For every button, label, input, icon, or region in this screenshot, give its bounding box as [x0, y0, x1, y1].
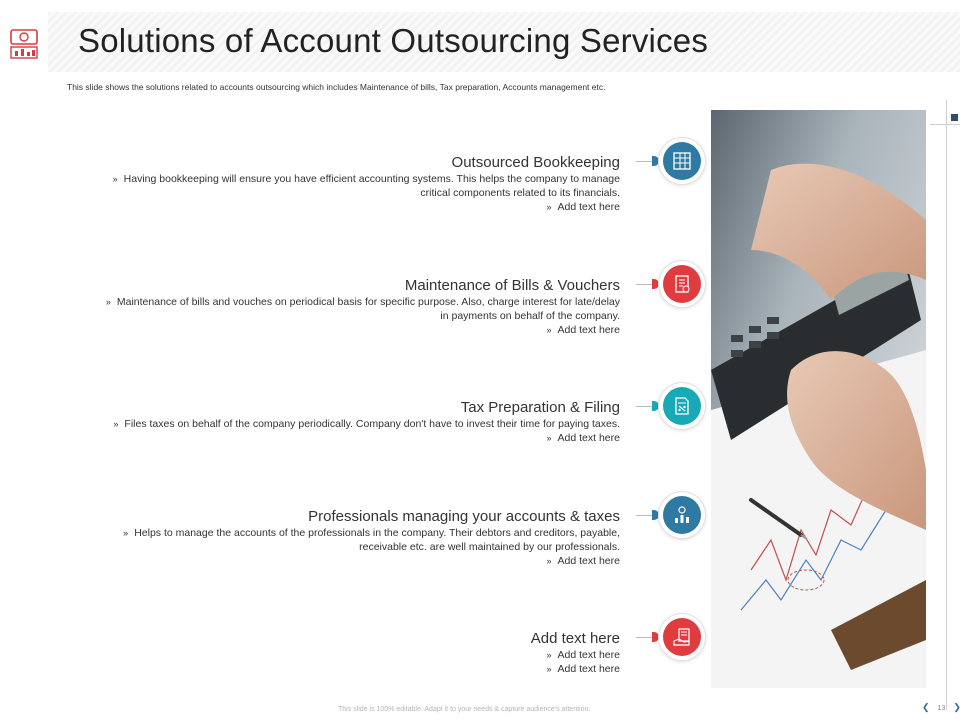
page-number: 13 — [937, 705, 946, 712]
pager — [918, 702, 965, 713]
corner-marker — [951, 114, 958, 121]
bill-icon-badge — [659, 261, 705, 307]
connector-dot — [652, 632, 659, 642]
prev-page-icon[interactable]: ❮ — [922, 702, 930, 712]
receipt-hand-icon-badge — [659, 614, 705, 660]
item-title: Outsourced Bookkeeping — [451, 154, 620, 171]
calculator-hand-photo — [711, 110, 926, 688]
ledger-icon — [672, 151, 692, 171]
connector-dot — [652, 279, 659, 289]
tax-document-icon — [672, 396, 692, 416]
accounting-chart-icon — [672, 505, 692, 525]
item-body: » Add text here » Add text here — [546, 649, 620, 675]
item-body: » Files taxes on behalf of the company periodically. Company don't have to invest their time for paying taxes. » Add text here — [113, 418, 620, 444]
item-title: Professionals managing your accounts & taxes — [308, 508, 620, 525]
page-subtitle: This slide shows the solutions related to accounts outsourcing which includes Maintenance of bills, Tax preparation, Accounts management etc. — [67, 82, 606, 92]
item-body: » Having bookkeeping will ensure you have efficient accounting systems. This helps the company to manage critical components related to its financials. » Add text here — [112, 173, 620, 213]
right-horizontal-line — [930, 124, 960, 125]
list-item — [113, 154, 620, 214]
accounting-logo-icon — [8, 28, 42, 60]
page-title: Solutions of Account Outsourcing Services — [78, 22, 709, 59]
footer-note: This slide is 100% editable. Adapt it to your needs & capture audience's attention. — [338, 706, 591, 713]
bill-icon — [672, 274, 692, 294]
right-edge-line — [946, 100, 947, 710]
list-item — [106, 277, 620, 337]
list-item — [113, 399, 620, 445]
connector-dot — [652, 156, 659, 166]
receipt-hand-icon — [672, 627, 692, 647]
next-page-icon[interactable]: ❯ — [953, 702, 961, 712]
item-body: » Maintenance of bills and vouches on periodical basis for specific purpose. Also, charge interest for late/delay in payments on behalf of the company. » Add text here — [105, 296, 620, 336]
connector-dot — [652, 510, 659, 520]
item-title: Tax Preparation & Filing — [460, 399, 620, 416]
item-body: » Helps to manage the accounts of the professionals in the company. Their debtors and creditors, payable, receivable etc. are well maintained by our professionals. » Add text here — [123, 527, 620, 567]
list-item — [123, 508, 620, 568]
accounting-chart-icon-badge — [659, 492, 705, 538]
ledger-icon-badge — [659, 138, 705, 184]
item-title: Add text here — [530, 630, 620, 647]
item-title: Maintenance of Bills & Vouchers — [404, 277, 620, 294]
tax-document-icon-badge — [659, 383, 705, 429]
connector-dot — [652, 401, 659, 411]
list-item — [531, 630, 620, 676]
